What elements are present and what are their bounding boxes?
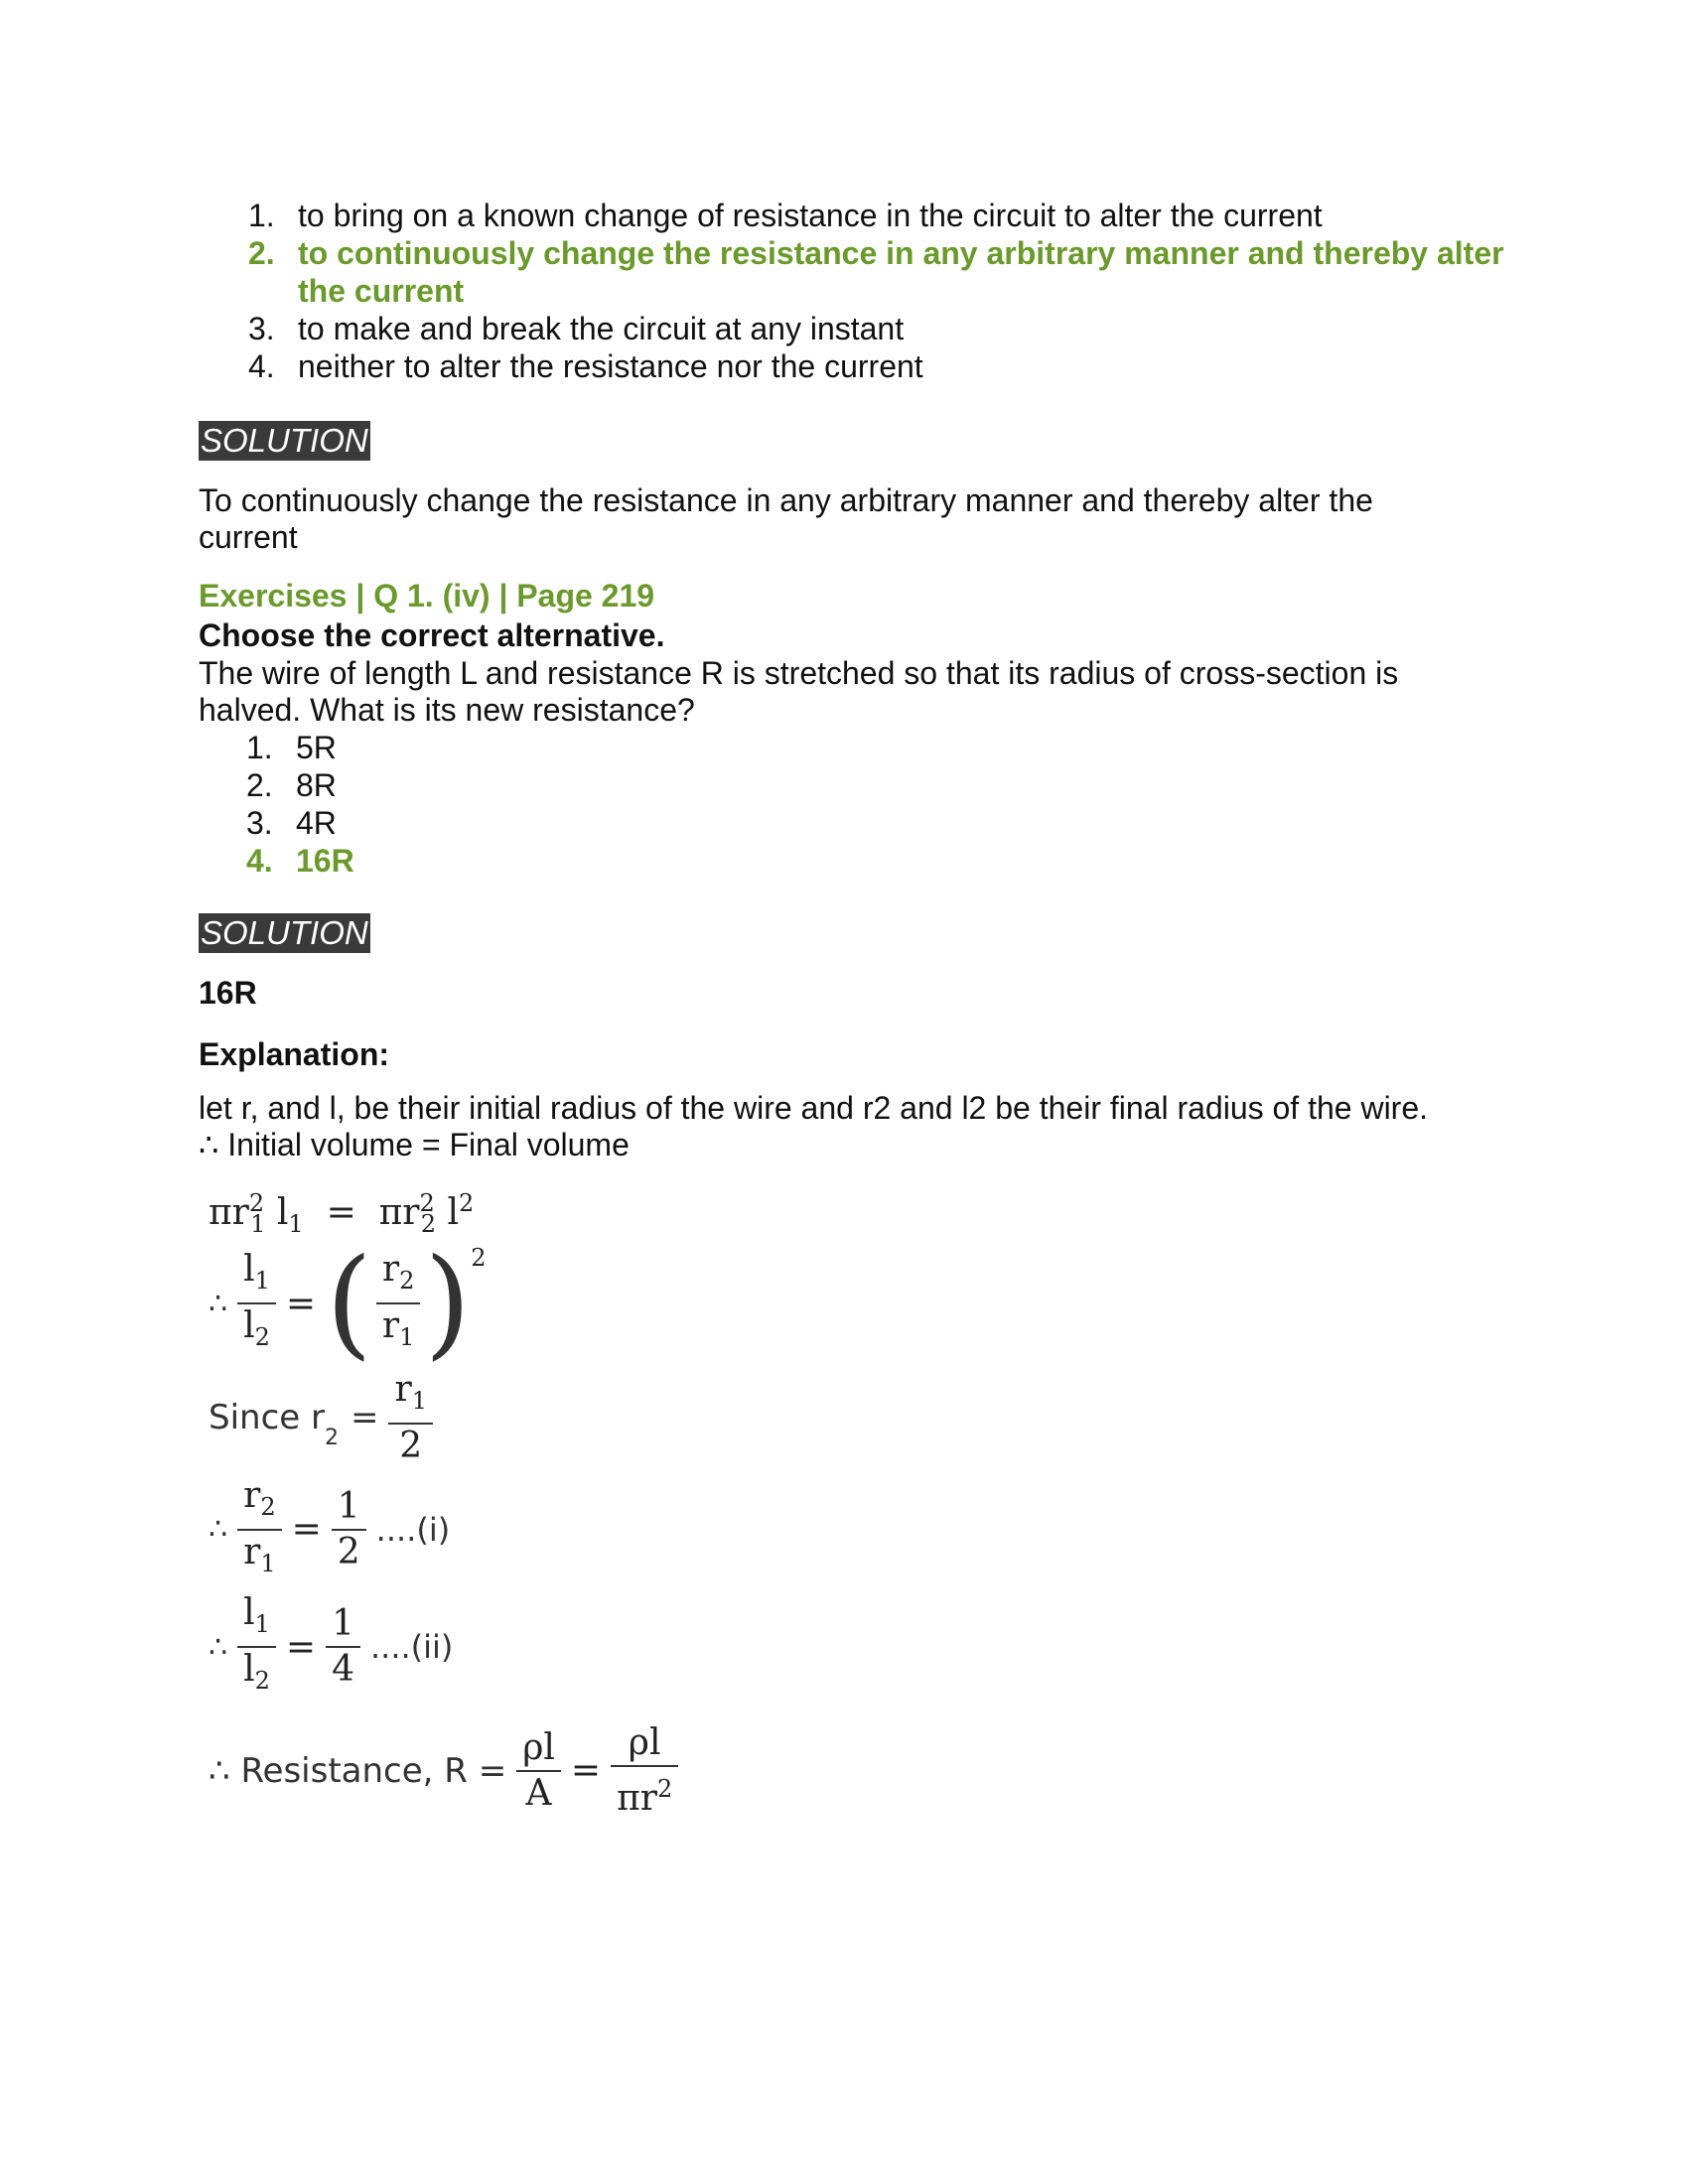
- prev-option-3: 3. to make and break the circuit at any instant: [248, 311, 905, 346]
- question-heading: Exercises | Q 1. (iv) | Page 219: [199, 578, 655, 614]
- prev-option-1: 1. to bring on a known change of resistance in the circuit to alter the current: [248, 198, 1323, 233]
- solution-badge: SOLUTION: [201, 422, 368, 459]
- options-list: [199, 729, 1509, 880]
- prev-option-2-correct: 2. to continuously change the resistance in any arbitrary manner and thereby alter the current: [248, 235, 1504, 309]
- prev-options-list: [199, 197, 1509, 385]
- question-text: The wire of length L and resistance R is stretched so that its radius of cross-section is halved. What is its new resistance?: [199, 655, 1399, 728]
- prev-solution-text: To continuously change the resistance in any arbitrary manner and thereby alter the current: [199, 482, 1373, 555]
- option-4-correct: 4. 16R: [246, 843, 354, 879]
- page-content: [199, 197, 1509, 1821]
- explanation-label: Explanation:: [199, 1036, 390, 1072]
- equation-since: Since r 2 = $\frac{r_1}{2}$: [209, 1368, 1509, 1468]
- option-2: 2. 8R: [246, 767, 337, 803]
- equation-volume: $\pi r^2_1$ $l_1 = \pi r^2_2$ $l^2$: [209, 1189, 475, 1239]
- option-1: 1. 5R: [246, 730, 337, 765]
- equation-resistance: ∴ Resistance, R = $\frac{\rho l}{A}$ = $\frac{\rho l}{\pi r^2}$: [209, 1721, 1509, 1821]
- explanation-line-2: ∴ Initial volume = Final volume: [199, 1127, 630, 1162]
- option-3: 3. 4R: [246, 805, 337, 841]
- equation-ii: ∴ $\frac{l_1}{l_2}$ = $\frac{1}{4}$ ....(ii): [209, 1592, 454, 1696]
- explanation-line-1: let r, and l, be their initial radius of the wire and r2 and l2 be their final radius of the wire.: [199, 1090, 1429, 1126]
- equation-i: ∴ $\frac{r_2}{r_1}$ = $\frac{1}{2}$ ....(i): [209, 1474, 451, 1578]
- answer-text: 16R: [199, 975, 257, 1011]
- instruction: Choose the correct alternative.: [199, 617, 665, 653]
- solution-badge-2: SOLUTION: [201, 914, 368, 951]
- prev-option-4: 4. neither to alter the resistance nor the current: [248, 348, 923, 384]
- equation-length-ratio: ∴ $\frac{l_1}{l_2}$ = ( $\frac{r_2}{r_1}$ ) 2: [209, 1234, 487, 1373]
